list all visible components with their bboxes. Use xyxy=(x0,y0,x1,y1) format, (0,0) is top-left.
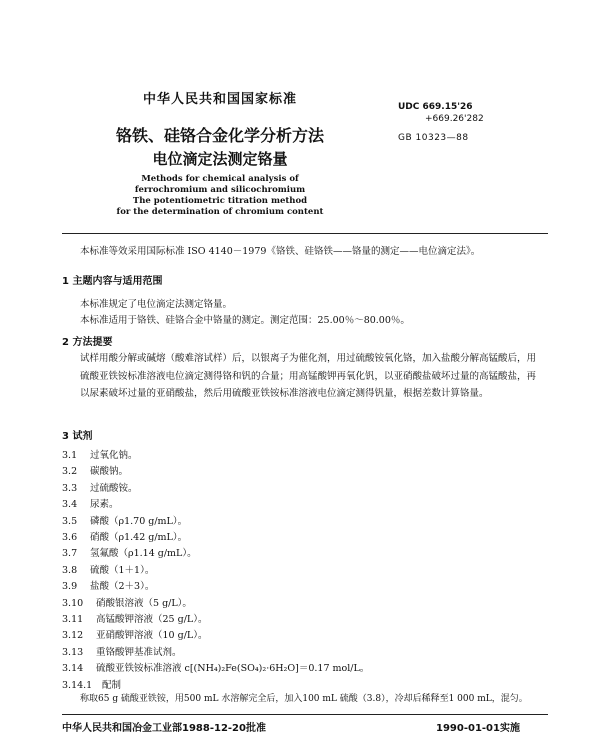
preparation-paragraph: 称取65 g 硫酸亚铁铵，用500 mL 水溶解完全后，加入100 mL 硫酸（3.8），冷却后稀释至1 000 mL，混匀。 xyxy=(80,694,528,704)
english-title-line1: Methods for chemical analysis of xyxy=(141,174,299,184)
section2-heading: 2 方法提要 xyxy=(62,337,113,348)
reagent-item: 3.5 磷酸（ρ1.70 g/mL）。 xyxy=(62,515,188,527)
sub-item-preparation: 3.14.1 配制 xyxy=(62,679,122,691)
reagent-item: 3.13 重铬酸钾基准试剂。 xyxy=(62,646,182,658)
reagent-item: 3.2 碳酸钠。 xyxy=(62,466,129,478)
reagent-item: 3.12 亚硝酸钾溶液（10 g/L）。 xyxy=(62,630,208,642)
udc-code-line2: +669.26'282 xyxy=(425,114,484,124)
header-rule xyxy=(62,233,548,234)
english-title-line2: ferrochromium and silicochromium xyxy=(134,185,306,195)
reagent-item: 3.11 高锰酸钾溶液（25 g/L）。 xyxy=(62,614,208,625)
section1-line1: 本标准规定了电位滴定法测定铬量。 xyxy=(80,299,233,310)
reagent-item: 3.10 硝酸银溶液（5 g/L）。 xyxy=(62,597,192,609)
title-line2: 电位滴定法测定铬量 xyxy=(152,150,288,168)
section2-paragraph: 试样用酸分解或碱熔（酸难溶试样）后，以银离子为催化剂，用过硫酸铵氧化铬，加入盐酸分解高锰酸后，用硫酸亚铁铵标准溶液电位滴定测得铬和钒的合量；用高锰酸钾再氧化钒，以亚硝酸盐破坏过量的高锰酸盐，再以尿素破坏过量的亚硝酸盐，然后用硫酸亚铁铵标准溶液电位滴定测得钒量，根据差数计算铬量。 xyxy=(80,353,537,399)
section1-line2: 本标准适用于铬铁、硅铬合金中铬量的测定。测定范围：25.00％～80.00％。 xyxy=(80,315,410,326)
section1-heading: 1 主题内容与适用范围 xyxy=(62,276,163,287)
intro-text: 本标准等效采用国际标准 ISO 4140－1979《铬铁、硅铬铁——铬量的测定——电位滴定法》。 xyxy=(80,246,481,257)
title-line1: 铬铁、硅铬合金化学分析方法 xyxy=(115,126,324,145)
gb-number: GB 10323—88 xyxy=(398,133,469,143)
reagent-item: 3.4 尿素。 xyxy=(62,499,119,511)
standard-type: 中华人民共和国国家标准 xyxy=(142,92,297,107)
reagent-item: 3.1 过氧化钠。 xyxy=(62,450,138,461)
section3-heading: 3 试剂 xyxy=(62,431,93,442)
english-title-line4: for the determination of chromium content xyxy=(116,207,324,217)
approval-text: 中华人民共和国冶金工业部1988-12-20批准 xyxy=(62,723,266,734)
footer-rule xyxy=(62,714,548,715)
reagent-item: 3.6 硝酸（ρ1.42 g/mL）。 xyxy=(62,532,188,543)
udc-code-line1: UDC 669.15'26 xyxy=(398,102,473,112)
reagent-item: 3.14 硫酸亚铁铵标准溶液 c[(NH₄)₂Fe(SO₄)₂·6H₂O]＝0.17 mol/L。 xyxy=(62,663,370,675)
reagent-item: 3.3 过硫酸铵。 xyxy=(62,482,138,494)
english-title-line3: The potentiometric titration method xyxy=(132,196,308,206)
implementation-date: 1990-01-01实施 xyxy=(436,723,520,734)
reagent-item: 3.8 硫酸（1＋1）。 xyxy=(62,564,155,576)
reagent-item: 3.7 氢氟酸（ρ1.14 g/mL）。 xyxy=(62,548,197,560)
reagent-item: 3.9 盐酸（2＋3）。 xyxy=(62,581,155,593)
